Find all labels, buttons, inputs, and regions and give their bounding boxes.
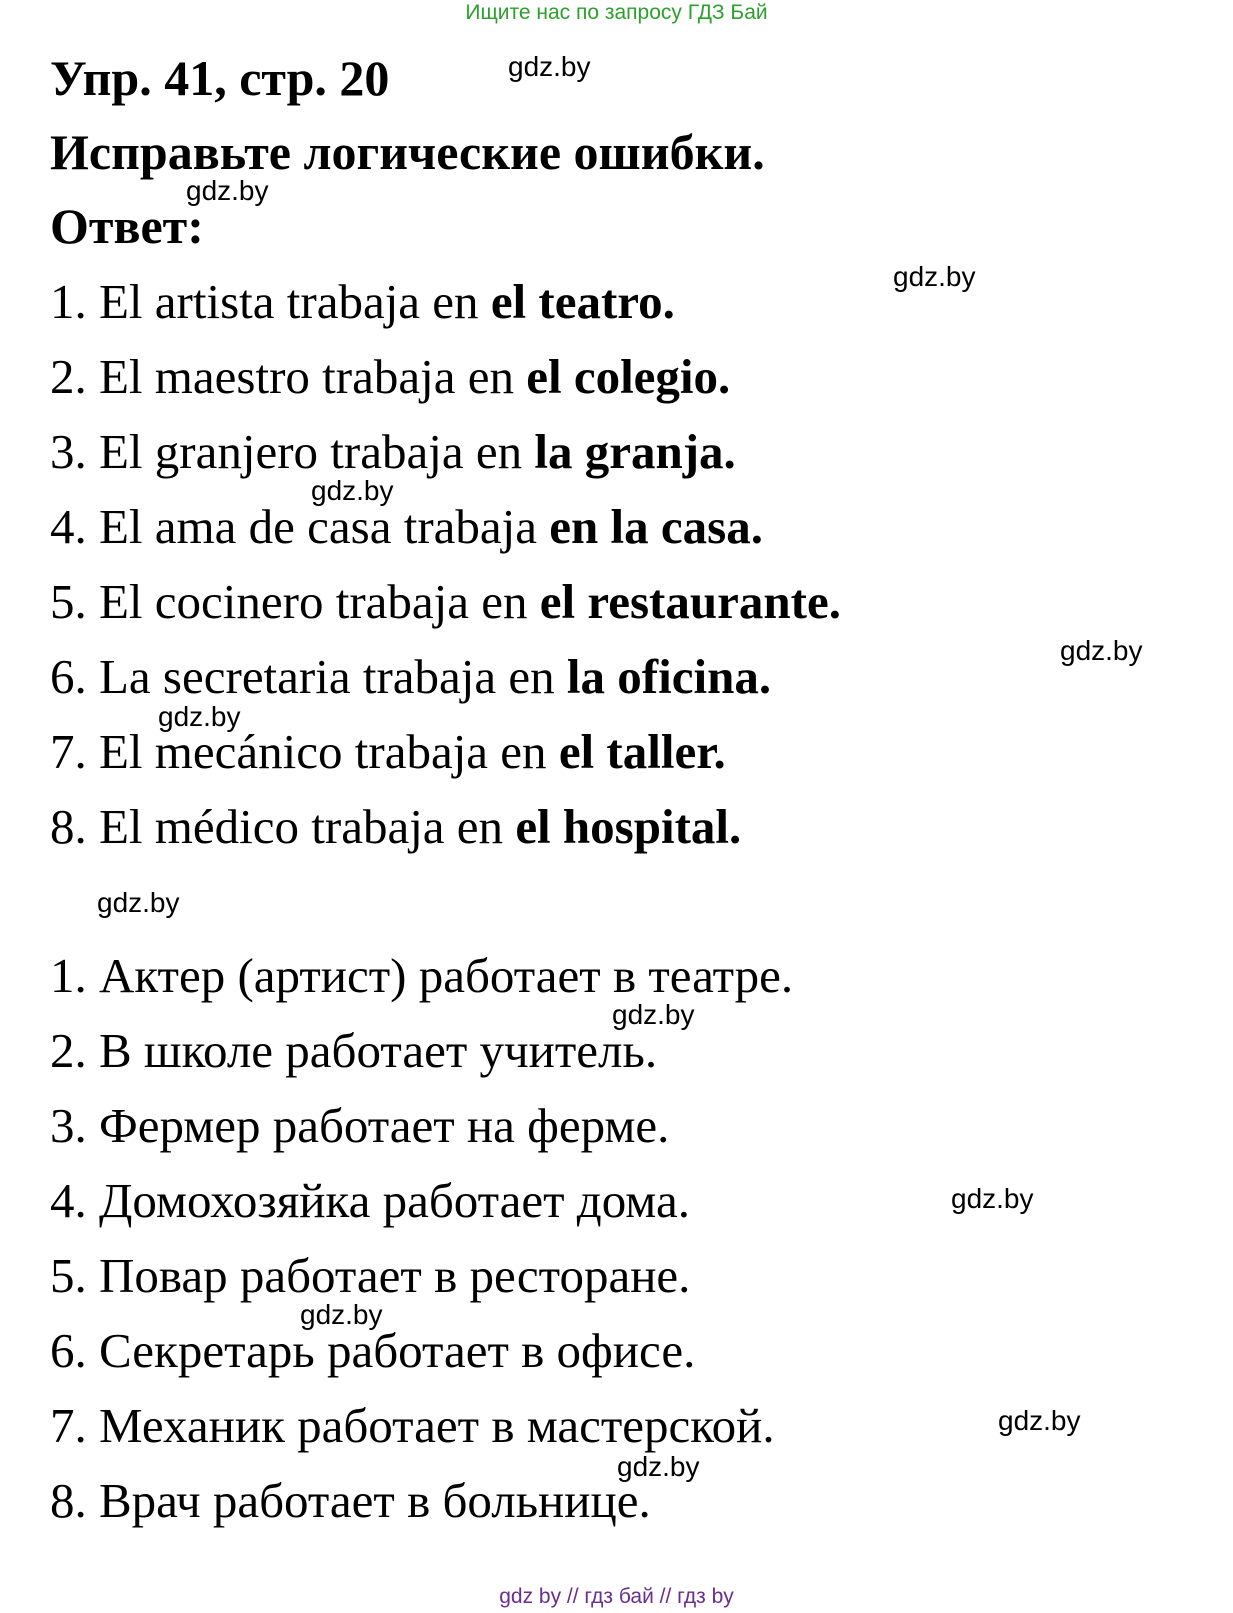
watermark: gdz.by (311, 475, 394, 506)
russian-item-7 (50, 1398, 775, 1454)
exercise-title: Упр. 41, стр. 20 (50, 50, 390, 106)
item-text: El ama de casa trabaja (99, 499, 550, 554)
item-number: 4. (50, 499, 87, 554)
item-number: 5. (50, 1248, 87, 1303)
item-text: La secretaria trabaja en (99, 649, 567, 704)
item-answer: la oficina. (566, 649, 772, 704)
watermark: gdz.by (951, 1183, 1034, 1214)
item-answer: el colegio. (526, 349, 731, 404)
item-number: 1. (50, 948, 87, 1003)
russian-item-4 (50, 1173, 690, 1229)
spanish-item-7 (50, 724, 726, 780)
watermark: gdz.by (893, 261, 976, 292)
watermark: gdz.by (186, 175, 269, 206)
russian-item-6 (50, 1323, 695, 1379)
item-answer: en la casa. (549, 499, 763, 554)
item-answer: el hospital. (515, 799, 742, 854)
spanish-item-2 (50, 349, 730, 405)
item-number: 8. (50, 799, 87, 854)
watermark: gdz.by (158, 701, 241, 732)
answer-label: Ответ: (50, 198, 204, 254)
item-number: 6. (50, 1323, 87, 1378)
item-text: Повар работает в ресторане. (99, 1248, 691, 1303)
item-number: 7. (50, 724, 87, 779)
spanish-item-5 (50, 574, 841, 630)
russian-item-2 (50, 1023, 657, 1079)
item-text: El granjero trabaja en (99, 424, 535, 479)
item-number: 1. (50, 274, 87, 329)
item-text: El cocinero trabaja en (99, 574, 540, 629)
item-text: El médico trabaja en (99, 799, 516, 854)
task-text: Исправьте логические ошибки. (50, 124, 765, 180)
watermark: gdz.by (300, 1299, 383, 1330)
item-text: Секретарь работает в офисе. (99, 1323, 696, 1378)
item-text: Врач работает в больнице. (99, 1473, 651, 1528)
item-text: В школе работает учитель. (99, 1023, 658, 1078)
spanish-item-3 (50, 424, 736, 480)
item-number: 4. (50, 1173, 87, 1228)
spanish-item-1 (50, 274, 675, 330)
item-number: 5. (50, 574, 87, 629)
watermark: gdz.by (998, 1405, 1081, 1436)
spanish-item-4 (50, 499, 763, 555)
top-banner[interactable]: Ищите нас по запросу ГДЗ Бай (465, 1, 768, 24)
item-text: El mecánico trabaja en (99, 724, 559, 779)
item-answer: la granja. (534, 424, 736, 479)
item-number: 3. (50, 424, 87, 479)
item-text: Актер (артист) работает в театре. (99, 948, 794, 1003)
item-text: El maestro trabaja en (99, 349, 527, 404)
item-number: 8. (50, 1473, 87, 1528)
bottom-banner[interactable]: gdz by // гдз бай // гдз by (499, 1585, 734, 1608)
item-text: Фермер работает на ферме. (99, 1098, 670, 1153)
item-number: 3. (50, 1098, 87, 1153)
item-number: 7. (50, 1398, 87, 1453)
item-answer: el taller. (558, 724, 726, 779)
russian-item-8 (50, 1473, 651, 1529)
item-text: El artista trabaja en (99, 274, 491, 329)
watermark: gdz.by (508, 51, 591, 82)
watermark: gdz.by (617, 1451, 700, 1482)
item-text: Домохозяйка работает дома. (99, 1173, 690, 1228)
item-answer: el teatro. (490, 274, 675, 329)
item-number: 2. (50, 1023, 87, 1078)
watermark: gdz.by (612, 999, 695, 1030)
item-number: 2. (50, 349, 87, 404)
spanish-item-8 (50, 799, 741, 855)
watermark: gdz.by (1060, 635, 1143, 666)
item-text: Механик работает в мастерской. (99, 1398, 775, 1453)
russian-item-1 (50, 948, 793, 1004)
russian-item-5 (50, 1248, 690, 1304)
item-number: 6. (50, 649, 87, 704)
spanish-item-6 (50, 649, 771, 705)
item-answer: el restaurante. (539, 574, 841, 629)
watermark: gdz.by (97, 887, 180, 918)
russian-item-3 (50, 1098, 669, 1154)
